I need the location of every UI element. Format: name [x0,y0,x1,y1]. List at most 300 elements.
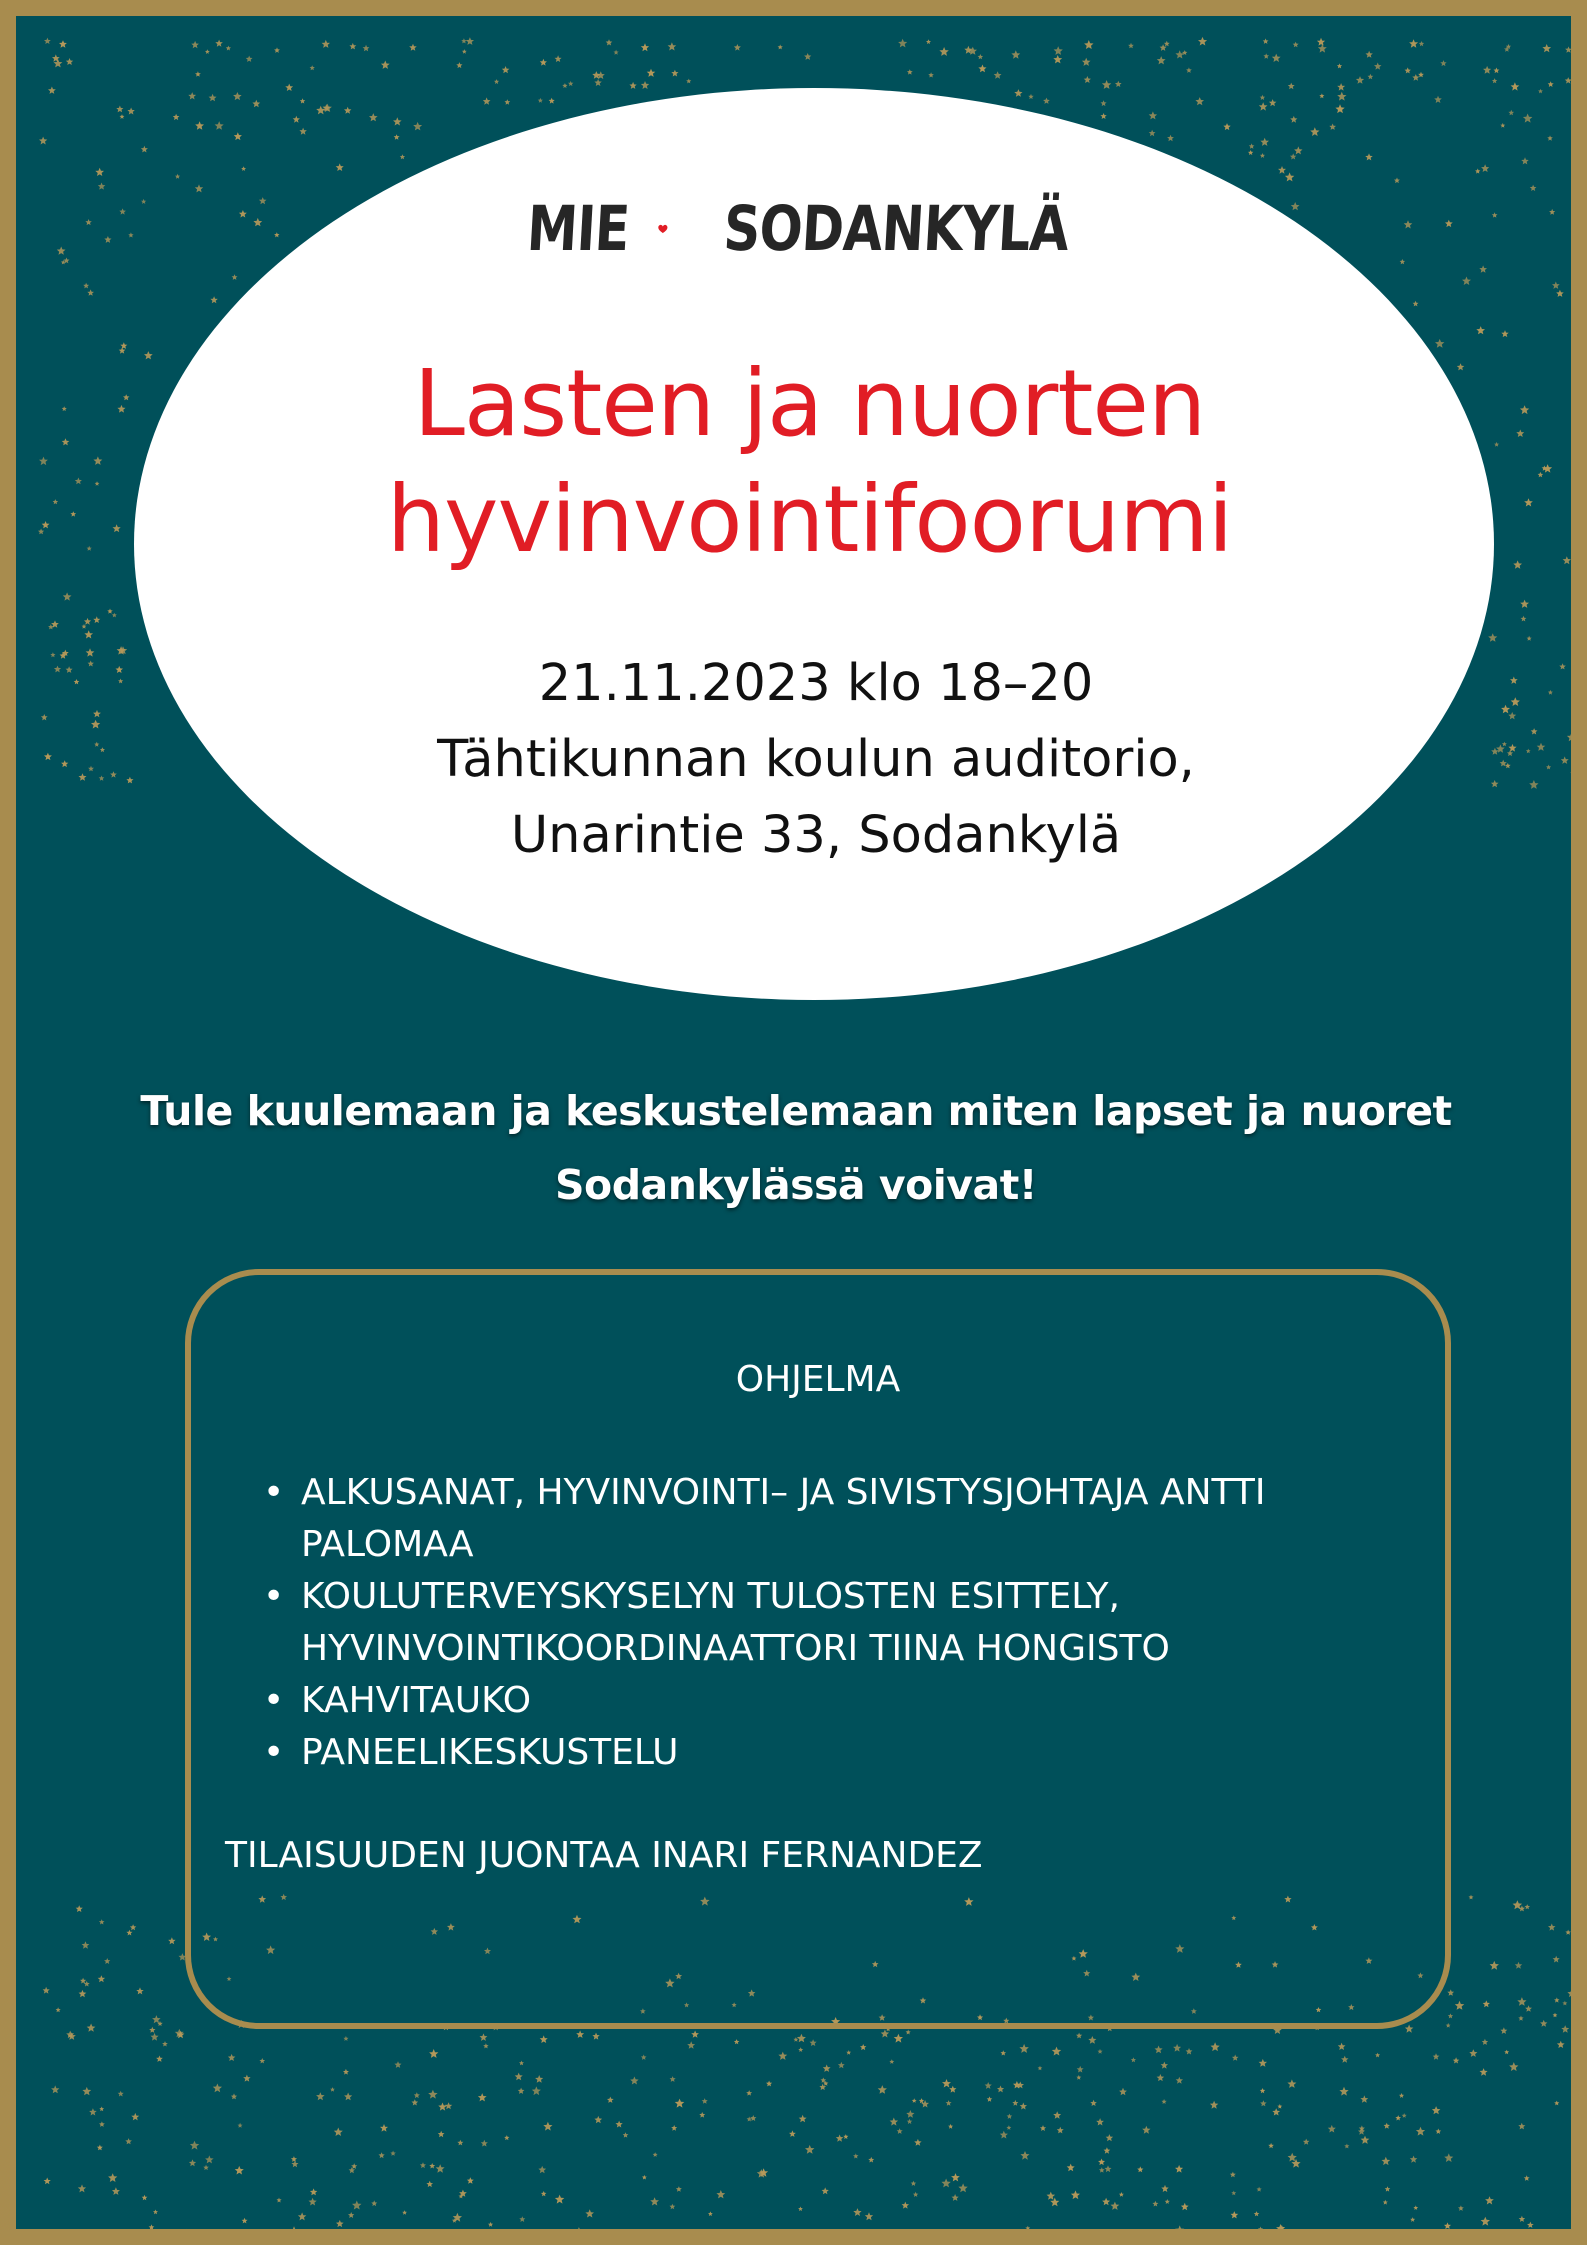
star-decoration [379,2152,385,2158]
star-decoration [1548,81,1554,87]
star-decoration [420,2162,426,2168]
star-decoration [1361,2136,1370,2144]
star-decoration [56,2007,61,2012]
star-decoration [1383,2200,1388,2205]
star-decoration [330,2087,335,2092]
star-decoration [310,65,315,70]
star-decoration [84,630,93,638]
star-decoration [1356,76,1364,84]
star-decoration [50,652,55,657]
star-decoration [1481,164,1489,172]
star-decoration [1440,60,1446,66]
star-decoration [540,59,547,66]
star-decoration [1565,1930,1571,1935]
star-decoration [1444,2153,1453,2162]
star-decoration [1418,72,1424,78]
star-decoration [182,2229,190,2237]
star-decoration [39,457,48,466]
star-decoration [1337,63,1342,68]
star-decoration [994,71,1002,79]
star-decoration [860,2044,866,2050]
star-decoration [1526,749,1531,754]
star-decoration [1305,2232,1313,2240]
star-decoration [987,2096,993,2101]
star-decoration [1529,780,1538,789]
star-decoration [149,2224,155,2230]
star-decoration [1254,2211,1260,2216]
star-decoration [1175,2165,1183,2173]
star-decoration [1501,330,1508,337]
star-decoration [1385,2186,1391,2191]
star-decoration [1223,123,1230,130]
star-decoration [575,2227,583,2234]
star-decoration [1050,2198,1059,2207]
star-decoration [190,2141,199,2150]
heart-icon [658,170,668,288]
mie-sodankyla-logo [516,166,1106,291]
invitation-text [96,1074,1496,1222]
star-decoration [1310,127,1319,136]
star-decoration [438,2131,445,2137]
star-decoration [1054,46,1063,55]
star-decoration [1457,363,1465,370]
star-decoration [241,166,246,171]
star-decoration [53,499,59,504]
star-decoration [1137,2166,1143,2172]
star-decoration [394,134,400,140]
star-decoration [409,44,417,51]
star-decoration [1186,67,1192,73]
star-decoration [1366,51,1373,58]
program-item [263,1675,1393,1727]
star-decoration [242,2218,248,2224]
star-decoration [1554,2101,1559,2106]
star-decoration [952,2194,959,2201]
star-decoration [123,394,130,400]
star-decoration [1511,697,1520,706]
star-decoration [1176,2077,1183,2084]
star-decoration [1444,2222,1451,2229]
star-decoration [914,2139,921,2146]
star-decoration [641,2055,647,2060]
star-decoration [823,2065,831,2072]
star-decoration [1007,2114,1013,2119]
star-decoration [623,2132,629,2137]
star-decoration [555,2195,564,2204]
star-decoration [1119,2192,1124,2197]
star-decoration [429,2049,438,2058]
star-decoration [1542,44,1551,52]
star-decoration [1504,2050,1509,2055]
star-decoration [653,2152,658,2157]
star-decoration [1520,600,1529,608]
program-item [263,1571,1393,1675]
star-decoration [1520,405,1529,414]
star-decoration [1104,2147,1111,2153]
star-decoration [614,50,619,55]
star-decoration [126,777,133,784]
star-decoration [1291,2159,1300,2168]
star-decoration [1510,677,1518,684]
star-decoration [1294,146,1302,154]
star-decoration [112,2187,120,2195]
program-item-text-line-2: HYVINVOINTIKOORDINAATTORI TIINA HONGISTO [301,1628,1170,1669]
star-decoration [1410,2156,1418,2163]
star-decoration [336,2232,344,2239]
star-decoration [1098,2049,1103,2054]
star-decoration [215,121,224,130]
star-decoration [86,648,95,656]
star-decoration [253,218,262,226]
program-item-text: KAHVITAUKO [301,1680,532,1721]
star-decoration [1272,2108,1280,2115]
star-decoration [61,760,68,767]
star-decoration [890,2118,899,2126]
star-decoration [928,72,934,77]
star-decoration [1469,1895,1474,1900]
star-decoration [676,2186,682,2192]
star-decoration [1260,153,1265,158]
star-decoration [66,58,73,65]
star-decoration [734,2039,740,2044]
star-decoration [1231,2191,1236,2196]
star-decoration [942,2079,951,2088]
star-decoration [152,2015,161,2023]
star-decoration [334,2128,343,2137]
star-decoration [1076,2075,1081,2080]
star-decoration [344,107,351,114]
star-decoration [1412,74,1419,81]
star-decoration [99,1919,105,1924]
star-decoration [66,666,73,673]
star-decoration [343,2036,348,2041]
star-decoration [1043,98,1050,104]
star-decoration [412,2099,419,2105]
star-decoration [41,714,48,720]
star-decoration [78,2184,86,2192]
star-decoration [93,456,102,465]
star-decoration [126,1930,132,1936]
star-decoration [1419,41,1424,46]
star-decoration [1014,89,1022,97]
star-decoration [87,289,94,295]
star-decoration [853,2153,858,2158]
star-decoration [380,2124,388,2132]
star-decoration [94,742,99,747]
star-decoration [898,39,907,48]
star-decoration [941,2179,950,2188]
star-decoration [1435,339,1444,348]
star-decoration [1096,2118,1104,2125]
star-decoration [1082,58,1091,66]
star-decoration [1012,2100,1018,2106]
program-item-text: PANEELIKESKUSTELU [301,1732,679,1773]
star-decoration [1395,2115,1401,2120]
star-decoration [1482,2039,1488,2045]
star-decoration [467,2177,474,2184]
star-decoration [205,49,210,54]
star-decoration [906,2110,914,2118]
star-decoration [1319,93,1324,98]
star-decoration [804,53,811,60]
star-decoration [951,2173,960,2181]
star-decoration [369,113,378,121]
star-decoration [1571,296,1579,304]
event-title-line-1: Lasten ja nuorten [413,350,1206,457]
star-decoration [708,2211,713,2216]
star-decoration [1500,2027,1507,2034]
star-decoration [1485,2196,1494,2204]
star-decoration [110,771,117,777]
star-decoration [1570,770,1577,777]
star-decoration [309,2198,317,2206]
star-decoration [793,2037,798,2042]
star-decoration [978,54,984,59]
star-decoration [1338,2043,1346,2050]
star-decoration [1502,742,1507,747]
star-decoration [1557,2041,1565,2048]
star-decoration [1402,2113,1407,2118]
star-decoration [878,2085,887,2094]
star-decoration [1339,2087,1348,2096]
star-decoration [117,405,125,413]
star-decoration [1028,94,1033,99]
star-decoration [414,2092,420,2098]
star-decoration [93,710,101,717]
star-decoration [1527,2222,1534,2228]
star-decoration [1400,259,1406,264]
star-decoration [151,2033,159,2041]
star-decoration [456,62,462,68]
star-decoration [562,83,567,88]
star-decoration [1521,157,1528,164]
star-decoration [668,42,677,50]
star-decoration [202,2231,211,2240]
star-decoration [84,618,91,625]
star-decoration [348,2212,354,2218]
bullet-icon: • [263,1680,285,1721]
star-decoration [402,2210,407,2215]
star-decoration [1165,2199,1170,2204]
star-decoration [480,2033,488,2041]
star-decoration [195,71,201,76]
star-decoration [1538,472,1544,477]
star-decoration [1524,498,1533,506]
star-decoration [778,45,783,50]
star-decoration [343,2069,349,2075]
star-decoration [88,766,94,772]
star-decoration [515,2073,523,2081]
logo-word-mie: MIE [525,192,632,265]
star-decoration [1329,124,1336,130]
star-decoration [1102,2198,1110,2206]
star-decoration [1001,2050,1007,2055]
star-decoration [594,2116,602,2123]
star-decoration [798,2047,803,2052]
star-decoration [1375,2053,1380,2058]
star-decoration [1365,153,1372,160]
star-decoration [1260,2100,1266,2106]
star-decoration [1290,153,1297,159]
star-decoration [1230,2172,1236,2178]
star-decoration [1052,2047,1061,2056]
star-decoration [906,2030,911,2035]
star-decoration [630,2077,638,2085]
star-decoration [162,2041,168,2046]
star-decoration [1384,2123,1390,2129]
star-decoration [438,2103,447,2111]
star-decoration [805,2145,814,2154]
star-decoration [1210,2101,1218,2109]
star-decoration [1505,763,1511,768]
star-decoration [1492,212,1498,217]
star-decoration [1162,2099,1167,2104]
star-decoration [691,2031,699,2038]
star-decoration [1164,41,1170,47]
star-decoration [99,2121,105,2127]
star-decoration [99,2107,104,2112]
star-decoration [843,2134,848,2139]
star-decoration [1142,2126,1150,2134]
star-decoration [95,481,100,486]
star-decoration [1561,756,1569,764]
star-decoration [1099,2167,1105,2172]
star-decoration [702,2098,708,2104]
star-decoration [461,38,466,43]
star-decoration [89,2108,97,2115]
star-decoration [203,2165,209,2170]
star-decoration [239,210,247,218]
star-decoration [822,2187,829,2194]
star-decoration [1259,2059,1267,2067]
star-decoration [1494,68,1500,74]
star-decoration [946,2100,952,2106]
star-decoration [259,197,267,204]
star-decoration [136,1987,143,1994]
star-decoration [1337,92,1346,101]
star-decoration [958,2183,967,2192]
star-decoration [568,81,573,86]
star-decoration [1527,636,1532,641]
star-decoration [566,2229,574,2237]
invitation-line-1: Tule kuulemaan ja keskustelemaan miten lapset ja nuoret [140,1087,1452,1135]
star-decoration [1565,77,1572,84]
star-decoration [1053,55,1062,63]
star-decoration [1432,2106,1441,2114]
star-decoration [799,2115,807,2123]
star-decoration [592,2033,599,2040]
star-decoration [1128,43,1134,48]
star-decoration [1149,111,1157,119]
star-decoration [1106,2134,1113,2141]
star-decoration [1249,143,1255,148]
star-decoration [310,2188,317,2195]
star-decoration [1405,2025,1414,2033]
star-decoration [1260,2088,1266,2093]
star-decoration [98,1975,105,1982]
star-decoration [1288,2153,1297,2162]
star-decoration [912,2098,917,2103]
program-list [263,1467,1393,1779]
star-decoration [911,2181,917,2186]
star-decoration [1195,97,1204,105]
program-item-text-line-1: KOULUTERVEYSKYSELYN TULOSTEN ESITTELY, [301,1576,1120,1617]
star-decoration [1567,733,1576,742]
star-decoration [393,117,402,125]
star-decoration [894,2034,903,2043]
star-decoration [293,116,300,123]
star-decoration [1341,2056,1348,2063]
star-decoration [1328,2125,1336,2133]
star-decoration [1518,2123,1525,2130]
star-decoration [1483,66,1491,74]
star-decoration [188,92,196,99]
star-decoration [555,55,562,62]
star-decoration [1492,78,1497,83]
star-decoration [62,438,70,445]
star-decoration [1537,743,1546,751]
star-decoration [549,98,555,104]
star-decoration [838,2062,845,2069]
star-decoration [93,616,100,623]
star-decoration [189,2159,196,2166]
star-decoration [1413,2205,1418,2210]
star-decoration [607,2097,614,2103]
star-decoration [1084,40,1093,49]
star-decoration [810,2039,817,2046]
star-decoration [1090,2100,1097,2106]
star-decoration [1268,2143,1274,2148]
star-decoration [1291,202,1300,210]
star-decoration [128,232,133,237]
star-decoration [1175,2225,1184,2234]
star-decoration [1554,1997,1559,2002]
star-decoration [671,2125,677,2131]
star-decoration [1508,712,1516,720]
star-decoration [246,56,253,62]
star-decoration [234,132,242,140]
star-decoration [1563,556,1571,564]
star-decoration [1231,2211,1239,2218]
star-decoration [622,2229,629,2236]
star-decoration [85,219,91,225]
program-item [263,1727,1393,1779]
star-decoration [428,2090,437,2099]
star-decoration [1084,76,1091,83]
star-decoration [1476,326,1485,334]
star-decoration [74,679,80,684]
star-decoration [778,2052,787,2060]
star-decoration [104,236,111,243]
star-decoration [1525,1904,1531,1909]
star-decoration [57,247,66,255]
star-decoration [175,174,180,179]
star-decoration [131,2113,139,2121]
program-item [263,1467,1393,1571]
star-decoration [1155,2046,1163,2054]
star-decoration [1053,2111,1061,2119]
star-decoration [1508,110,1514,115]
star-decoration [1490,1961,1499,1970]
star-decoration [1481,2217,1490,2226]
star-decoration [429,2163,435,2169]
star-decoration [902,2202,909,2209]
star-decoration [1000,2131,1008,2139]
star-decoration [505,99,511,105]
star-decoration [142,2195,148,2200]
star-decoration [79,1990,87,1997]
star-decoration [118,2091,124,2097]
